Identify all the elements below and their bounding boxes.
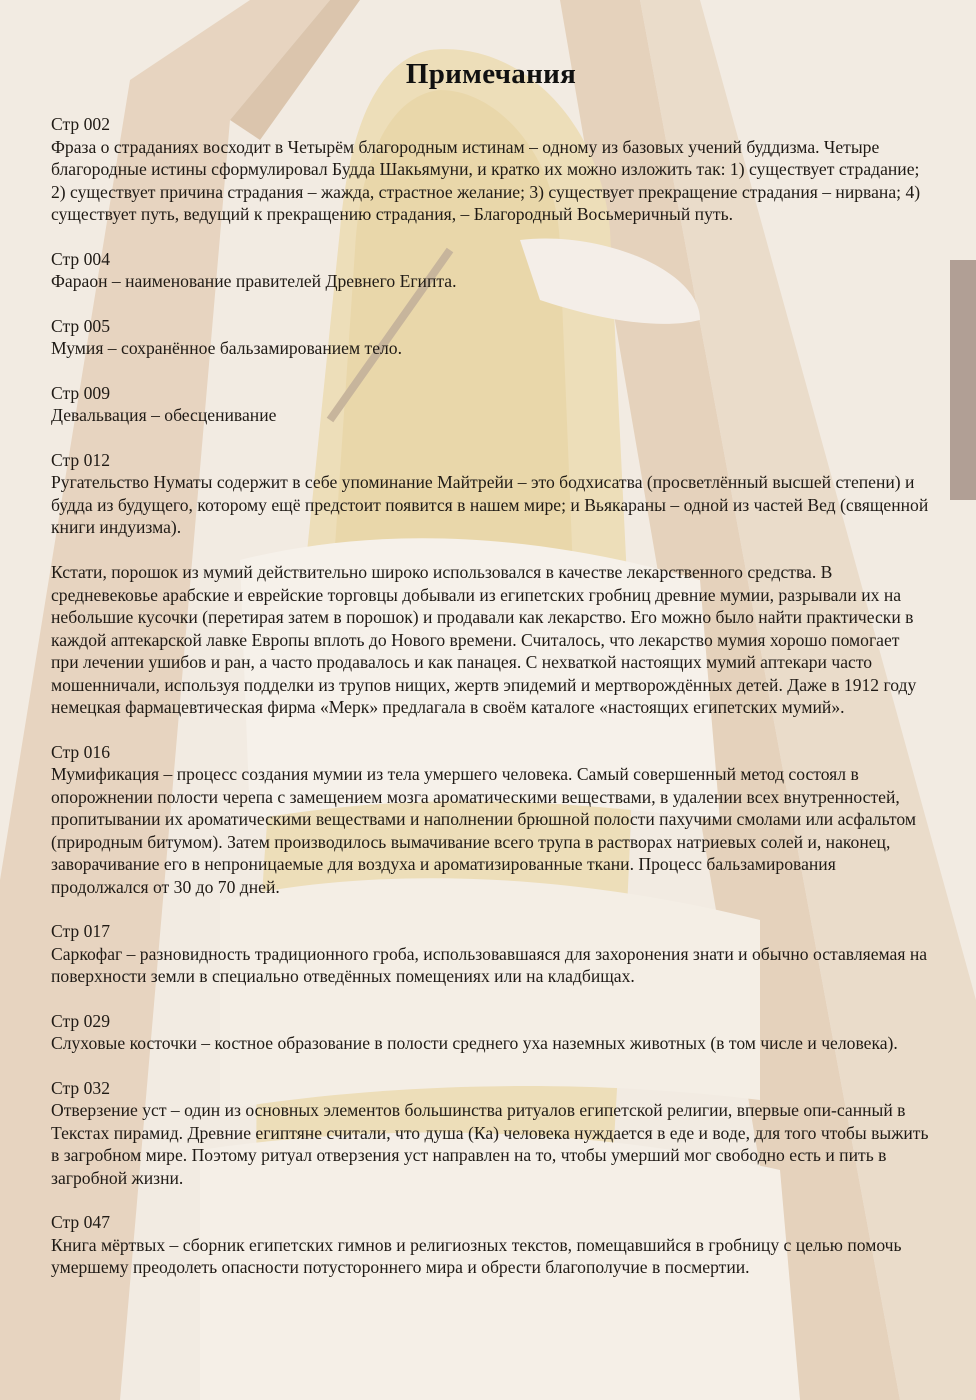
note-text: Фраза о страданиях восходит в Четырём благородным истинам – одному из базовых учений буддизма. Четыре благородные истины сформулировал Будда Шакьямуни, и кратко их можно изложить так: 1) существует страдание; 2) существует причина страдания – жажда, страстное желание; 3) существует прекращение страдания – нирвана; 4) существует путь, ведущий к прекращению страдания, – Благородный Восьмеричный путь. — [51, 136, 921, 224]
note-text: Саркофаг – разновидность традиционного гроба, использовавшаяся для захоронения знати и обычно оставляемая на поверхности земли в специально отведённых помещениях или на кладбищах. — [51, 943, 928, 986]
page-title: Примечания — [405, 58, 577, 90]
note-page-ref: Стр 009 — [51, 382, 110, 403]
note-page-ref: Стр 032 — [51, 1077, 110, 1098]
note-page-ref: Стр 016 — [51, 741, 110, 762]
note-entry — [51, 1211, 931, 1279]
note-entry — [51, 1010, 931, 1055]
notes-list — [51, 113, 931, 1279]
note-entry — [51, 920, 931, 988]
note-page-ref: Стр 005 — [51, 315, 110, 336]
note-entry — [51, 449, 931, 719]
note-text: Мумификация – процесс создания мумии из тела умершего человека. Самый совершенный метод состоял в опорожнении полости черепа с замещением мозга ароматическими веществами, в удалении всех внутренностей, пропитывании их ароматическими веществами и наполнении брюшной полости пахучими смолами или асфальтом (природным битумом). Затем производилось вымачивание всего трупа в растворах натриевых солей и, наконец, заворачивание его в непроницаемые для воздуха и ароматизированные ткани. Процесс бальзамирования продолжался от 30 до 70 дней. — [51, 764, 916, 897]
notes-page — [51, 58, 931, 1301]
note-page-ref: Стр 004 — [51, 248, 110, 269]
note-page-ref: Стр 029 — [51, 1010, 110, 1031]
note-entry — [51, 113, 931, 226]
note-text: Кстати, порошок из мумий действительно широко использовался в качестве лекарственного средства. В средневековье арабские и еврейские торговцы добывали из египетских гробниц древние мумии, разрывали их на небольшие кусочки (перетирая затем в порошок) и продавали как лекарство. Его можно было найти практически в каждой аптекарской лавке Европы вплоть до Нового времени. Считалось, что лекарство мумия хорошо помогает при лечении ушибов и ран, а часто продавалось и как панацея. С нехваткой настоящих мумий аптекари часто мошенничали, используя подделки из трупов нищих, жертв эпидемий и мертворождённых детей. Даже в 1912 году немецкая фармацевтическая фирма «Мерк» предлагала в своём каталоге «настоящих египетских мумий». — [51, 562, 917, 717]
note-text: Мумия – сохранённое бальзамированием тело. — [51, 338, 402, 358]
note-text: Ругательство Нуматы содержит в себе упоминание Майтрейи – это бодхисатва (просветлённый высшей степени) и будда из будущего, которому ещё предстоит появится в нашем мире; и Вьякараны – одной из частей Вед (священной книги индуизма). — [51, 472, 929, 537]
note-entry — [51, 315, 931, 360]
note-text: Отверзение уст – один из основных элементов большинства ритуалов египетской религии, впервые опи-санный в Текстах пирамид. Древние египтяне считали, что душа (Ка) человека нуждается в еде и воде, для того чтобы выжить в загробном мире. Поэтому ритуал отверзения уст направлен на то, чтобы умерший мог свободно есть и пить в загробной жизни. — [51, 1100, 929, 1188]
note-text: Слуховые косточки – костное образование в полости среднего уха наземных животных (в том числе и человека). — [51, 1033, 898, 1053]
note-entry — [51, 1077, 931, 1190]
note-text: Девальвация – обесценивание — [51, 405, 277, 425]
note-page-ref: Стр 012 — [51, 449, 110, 470]
note-text: Книга мёртвых – сборник египетских гимнов и религиозных текстов, помещавшийся в гробницу с целью помочь умершему преодолеть опасности потустороннего мира и обрести благополучие в посмертии. — [51, 1234, 902, 1277]
note-text: Фараон – наименование правителей Древнего Египта. — [51, 271, 457, 291]
note-entry — [51, 248, 931, 293]
note-page-ref: Стр 002 — [51, 114, 110, 134]
note-page-ref: Стр 047 — [51, 1212, 110, 1232]
note-entry — [51, 741, 931, 899]
note-page-ref: Стр 017 — [51, 921, 110, 941]
note-entry — [51, 382, 931, 427]
